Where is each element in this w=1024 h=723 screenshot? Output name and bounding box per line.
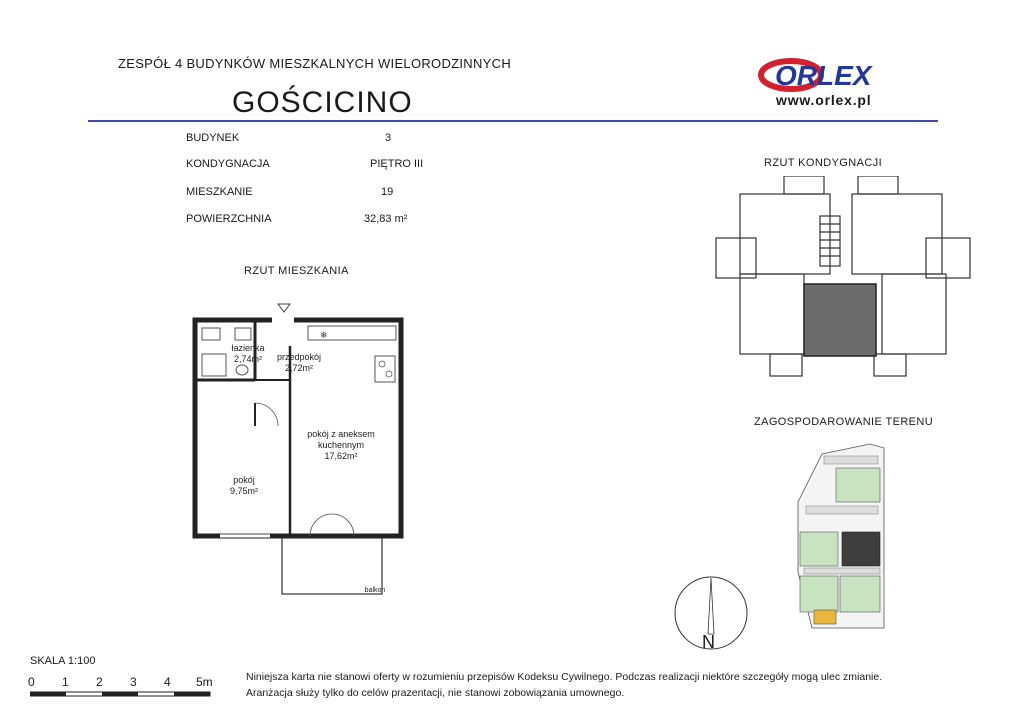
info-label-apartment: MIESZKANIE — [186, 186, 253, 198]
scale-tick-4: 4 — [164, 675, 171, 689]
washbasin-icon — [202, 328, 220, 340]
fridge-icon: ❄ — [320, 330, 328, 340]
parking-row-3 — [804, 568, 880, 574]
disclaimer-line-1: Niniejsza karta nie stanowi oferty w rozumieniu przepisów Kodeksu Cywilnego. Podczas realizacji niektóre szczegóły mogą ulec zmianie. — [246, 671, 883, 683]
toilet-icon — [236, 365, 248, 375]
info-label-floor: KONDYGNACJA — [186, 158, 270, 170]
unit-wing-right — [926, 238, 970, 278]
site-plan — [792, 442, 888, 630]
unit-bottom-right — [882, 274, 946, 354]
living-room-area: 17,62m² — [324, 451, 358, 461]
playground — [814, 610, 836, 624]
scale-tick-0: 0 — [28, 675, 35, 689]
stove-icon — [375, 356, 395, 382]
project-subtitle: ZESPÓŁ 4 BUDYNKÓW MIESZKALNYCH WIELORODZINNYCH — [118, 56, 512, 71]
floor-plan-heading: RZUT KONDYGNACJI — [764, 157, 883, 169]
hall-area: 2,72m² — [284, 363, 313, 373]
living-room-label — [296, 429, 386, 462]
scale-tick-5: 5m — [196, 675, 213, 689]
shower-icon — [202, 354, 226, 376]
scale-label: SKALA 1:100 — [30, 655, 96, 667]
balcony-door-swing — [310, 514, 354, 536]
info-label-building: BUDYNEK — [186, 132, 240, 144]
info-label-area: POWIERZCHNIA — [186, 213, 272, 225]
living-room-name-2: kuchennym — [317, 440, 365, 450]
balcony-bottom-right — [874, 354, 906, 376]
disclaimer — [246, 669, 882, 701]
parking-row-2 — [806, 506, 878, 514]
hall-name: przedpokój — [276, 352, 322, 362]
scale-bar — [30, 690, 218, 700]
building-4 — [840, 576, 880, 612]
logo-url: www.orlex.pl — [776, 92, 872, 108]
parking-row-1 — [824, 456, 878, 464]
balcony-label: balkon — [364, 587, 386, 594]
site-plan-heading: ZAGOSPODAROWANIE TERENU — [754, 416, 934, 428]
bathroom-label — [228, 343, 268, 365]
building-highlighted — [842, 532, 880, 566]
entrance-arrow-icon — [278, 304, 290, 312]
building-2 — [800, 532, 838, 566]
unit-wing-left — [716, 238, 756, 278]
scale-tick-2: 2 — [96, 675, 103, 689]
scale-tick-3: 3 — [130, 675, 137, 689]
bathroom-name: łazienka — [231, 343, 265, 353]
highlighted-unit — [804, 284, 876, 356]
bathroom-area: 2,74m² — [233, 354, 262, 364]
info-value-floor: PIĘTRO III — [370, 158, 424, 170]
balcony-bottom-left — [770, 354, 802, 376]
building-1 — [836, 468, 880, 502]
compass-needle-icon — [708, 578, 714, 634]
hall-label — [274, 352, 324, 374]
bedroom-door-swing — [255, 403, 278, 426]
balcony-top-right — [858, 176, 898, 194]
unit-bottom-left — [740, 274, 804, 354]
header-divider — [88, 120, 938, 122]
building-floor-plan — [712, 176, 974, 378]
living-room-name-1: pokój z aneksem — [307, 429, 375, 439]
unit-top-left — [740, 194, 830, 274]
bedroom-label — [222, 475, 266, 497]
project-title: GOŚCICINO — [232, 86, 413, 119]
bedroom-name: pokój — [233, 475, 255, 485]
washing-machine-icon — [235, 328, 251, 340]
entrance-gap — [272, 316, 294, 325]
compass-north-label: N — [702, 632, 715, 652]
balcony-top-left — [784, 176, 824, 194]
logo-wordmark: ORLEX — [775, 60, 872, 91]
info-value-apartment: 19 — [381, 186, 394, 198]
scale-tick-1: 1 — [62, 675, 69, 689]
info-value-building: 3 — [385, 132, 392, 144]
apartment-plan-heading: RZUT MIESZKANIA — [244, 265, 349, 277]
bedroom-area: 9,75m² — [229, 486, 258, 496]
disclaimer-line-2: Aranżacja służy tylko do celów prazentacji, nie stanowi zobowiązania umownego. — [246, 687, 625, 699]
unit-top-right — [852, 194, 942, 274]
info-value-area: 32,83 m² — [364, 213, 408, 225]
building-3 — [800, 576, 838, 612]
